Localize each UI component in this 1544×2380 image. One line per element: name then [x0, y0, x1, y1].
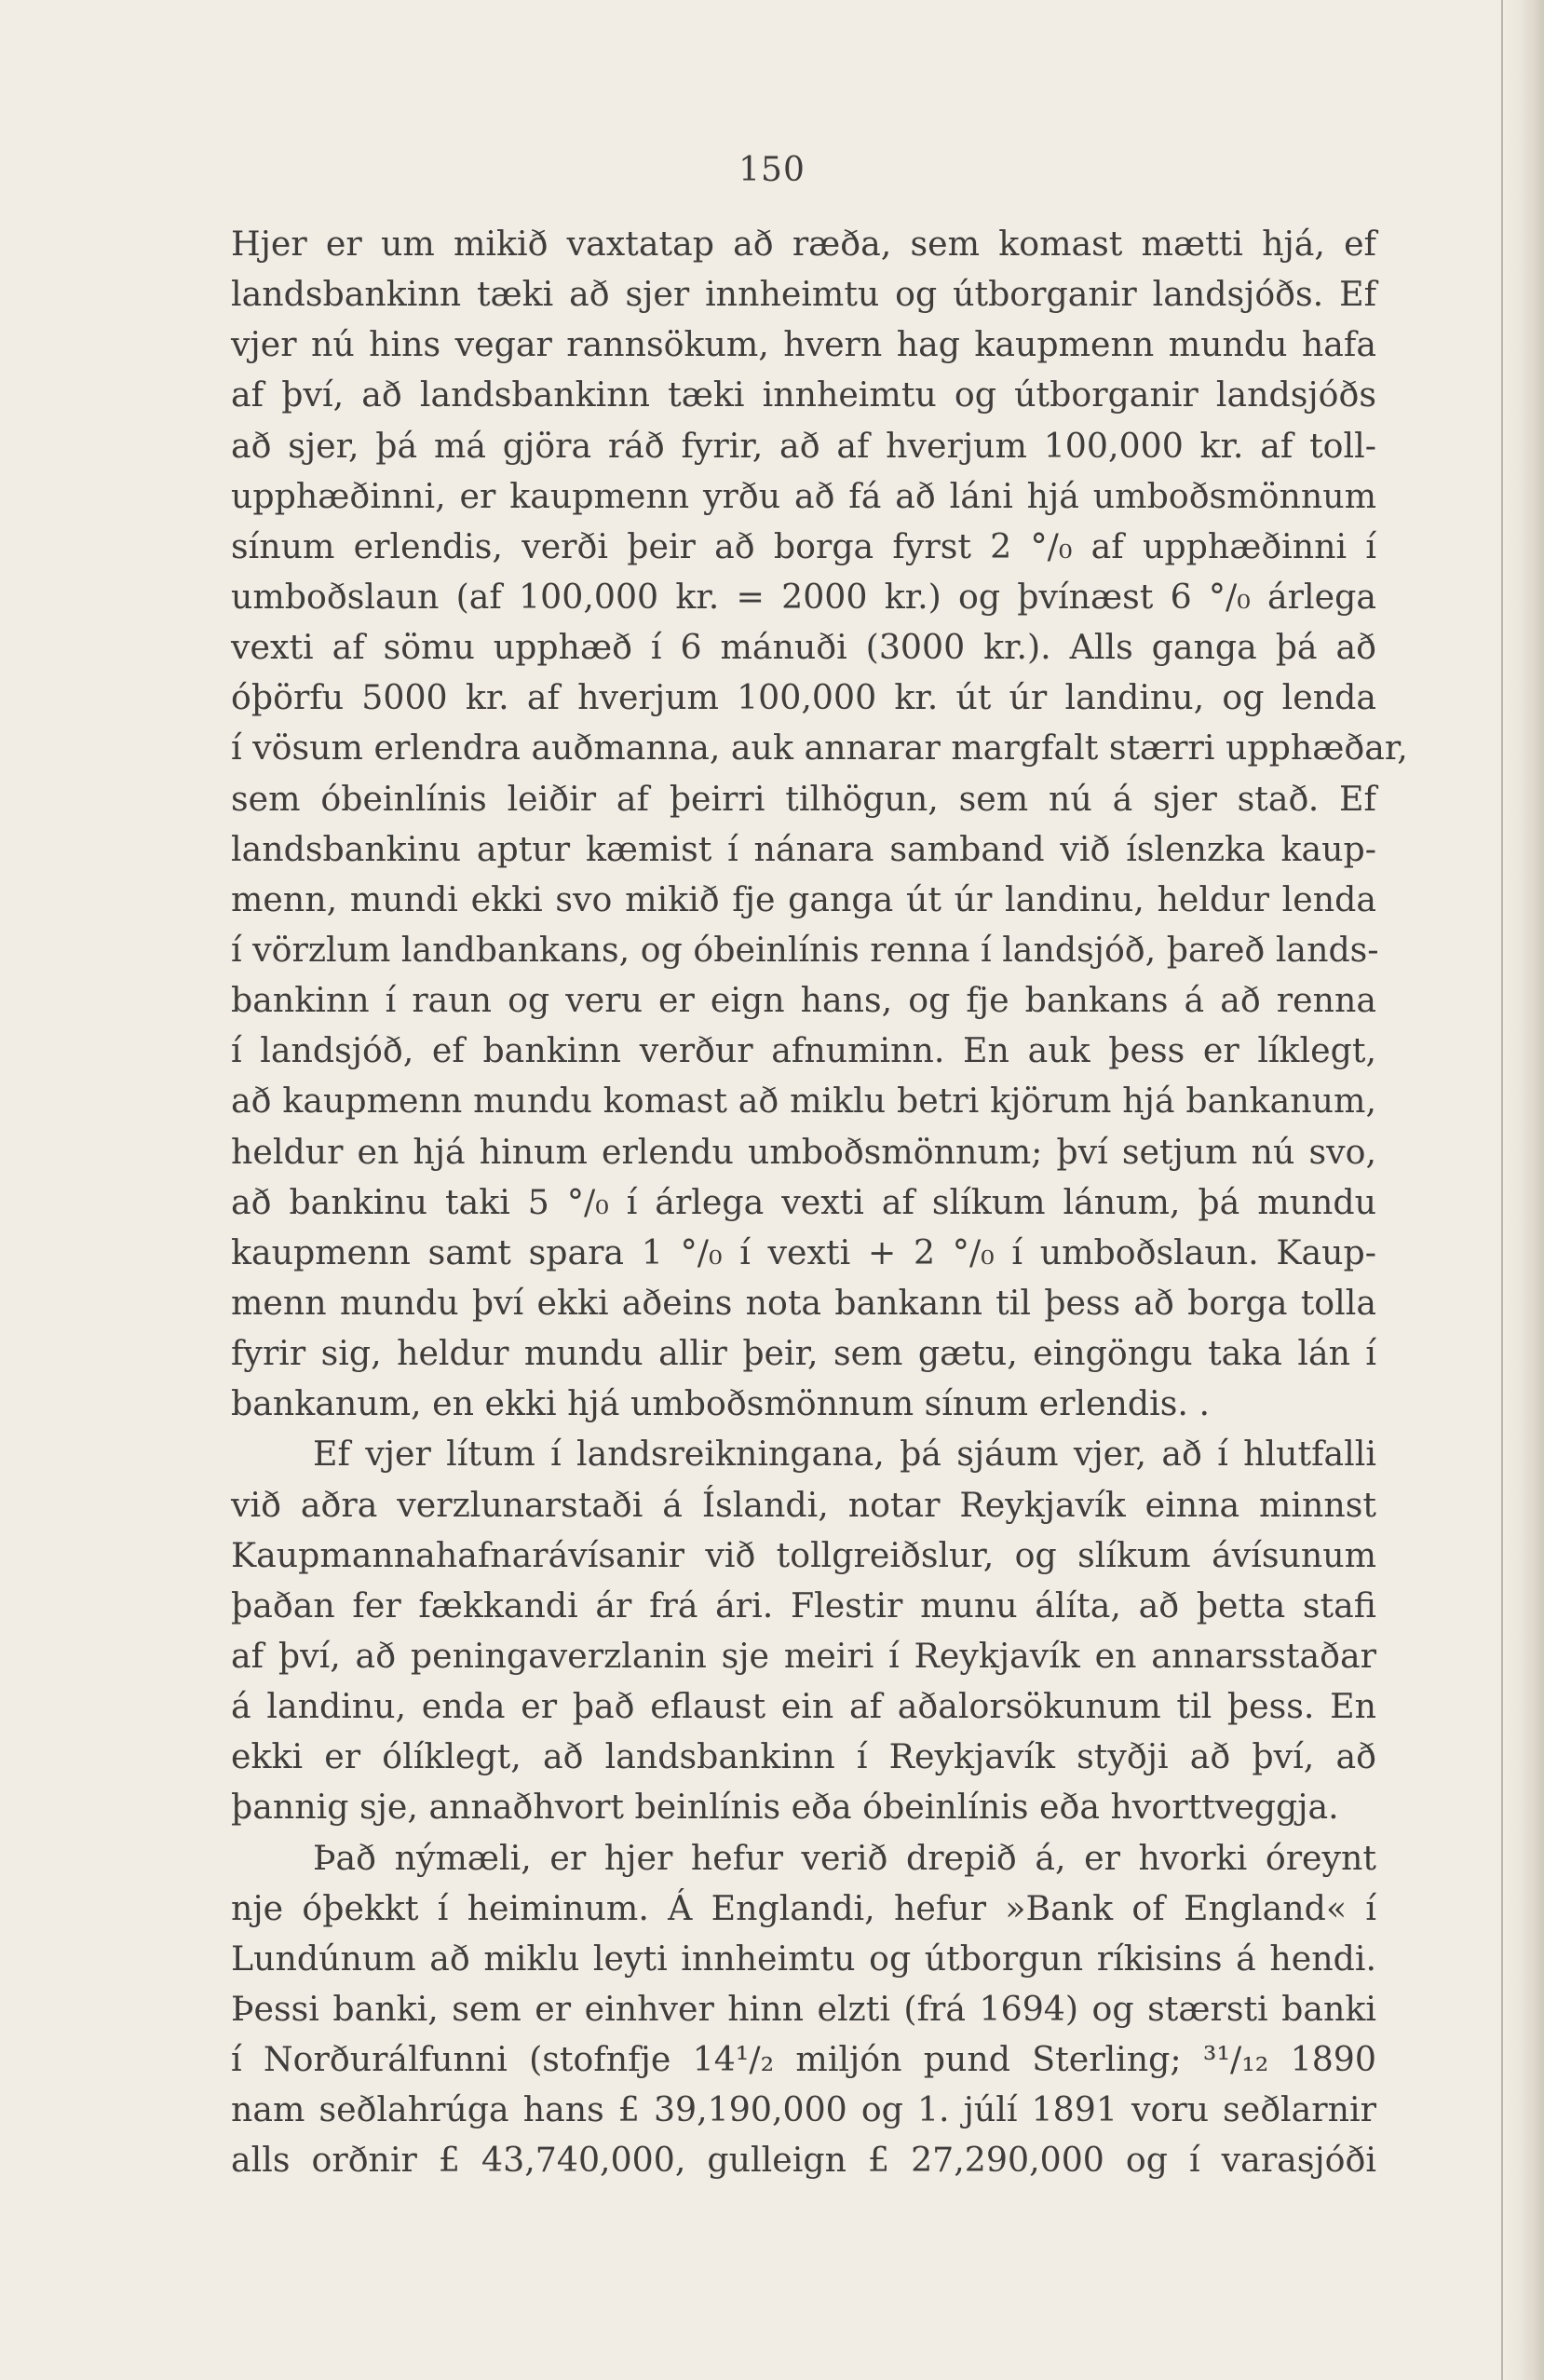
text-line: sínum erlendis, verði þeir að borga fyrst 2 °/₀ af upphæðinni í: [231, 525, 1376, 566]
text-line: fyrir sig, heldur mundu allir þeir, sem gætu, eingöngu taka lán í: [231, 1333, 1376, 1374]
text-line: óþörfu 5000 kr. af hverjum 100,000 kr. út úr landinu, og lenda: [231, 677, 1376, 718]
text-line: að kaupmenn mundu komast að miklu betri kjörum hjá bankanum,: [231, 1081, 1376, 1122]
text-line: Kaupmannahafnarávísanir við tollgreiðslur, og slíkum ávísunum: [231, 1534, 1376, 1575]
text-line: nam seðlahrúga hans £ 39,190,000 og 1. júlí 1891 voru seðlarnir: [231, 2089, 1376, 2130]
text-line: heldur en hjá hinum erlendu umboðsmönnum; því setjum nú svo,: [231, 1131, 1376, 1172]
page-edge-shadow: [1499, 0, 1544, 2380]
text-line: Lundúnum að miklu leyti innheimtu og útborgun ríkisins á hendi.: [231, 1938, 1376, 1979]
text-line: bankinn í raun og veru er eign hans, og fje bankans á að renna: [231, 980, 1376, 1021]
text-line: landsbankinn tæki að sjer innheimtu og útborganir landsjóðs. Ef: [231, 274, 1376, 315]
text-line: nje óþekkt í heiminum. Á Englandi, hefur »Bank of England« í: [231, 1887, 1376, 1928]
text-line: upphæðinni, er kaupmenn yrðu að fá að láni hjá umboðsmönnum: [231, 475, 1376, 516]
text-line: í vörzlum landbankans, og óbeinlínis renna í landsjóð, þareð lands-: [231, 929, 1379, 970]
text-line: vexti af sömu upphæð í 6 mánuði (3000 kr.). Alls ganga þá að: [231, 627, 1376, 668]
text-line: menn mundu því ekki aðeins nota bankann til þess að borga tolla: [231, 1282, 1376, 1323]
text-line: menn, mundi ekki svo mikið fje ganga út úr landinu, heldur lenda: [231, 878, 1376, 919]
text-line: í vösum erlendra auðmanna, auk annarar margfalt stærri upphæðar,: [231, 728, 1408, 768]
text-line: í Norðurálfunni (stofnfje 14¹/₂ miljón pund Sterling; ³¹/₁₂ 1890: [231, 2039, 1376, 2080]
text-line: landsbankinu aptur kæmist í nánara samband við íslenzka kaup-: [231, 828, 1376, 869]
text-line: umboðslaun (af 100,000 kr. = 2000 kr.) og þvínæst 6 °/₀ árlega: [231, 576, 1376, 617]
text-line: í landsjóð, ef bankinn verður afnuminn. En auk þess er líklegt,: [231, 1030, 1376, 1071]
text-line: alls orðnir £ 43,740,000, gulleign £ 27,290,000 og í varasjóði: [231, 2140, 1376, 2181]
text-line: á landinu, enda er það eflaust ein af aðalorsökunum til þess. En: [231, 1686, 1376, 1727]
text-line: Hjer er um mikið vaxtatap að ræða, sem komast mætti hjá, ef: [231, 224, 1376, 264]
body-text: [231, 219, 1408, 2185]
paragraph-start-line: Ef vjer lítum í landsreikningana, þá sjáum vjer, að í hlutfalli: [313, 1434, 1376, 1475]
text-line: vjer nú hins vegar rannsökum, hvern hag kaupmenn mundu hafa: [231, 324, 1376, 365]
text-line: að sjer, þá má gjöra ráð fyrir, að af hverjum 100,000 kr. af toll-: [231, 425, 1376, 466]
text-line: bankanum, en ekki hjá umboðsmönnum sínum erlendis. .: [231, 1383, 1210, 1424]
text-line: kaupmenn samt spara 1 °/₀ í vexti + 2 °/₀ í umboðslaun. Kaup-: [231, 1231, 1376, 1272]
text-line: Þessi banki, sem er einhver hinn elzti (frá 1694) og stærsti banki: [231, 1988, 1376, 2029]
paragraph-start-line: Það nýmæli, er hjer hefur verið drepið á, er hvorki óreynt: [313, 1837, 1376, 1878]
text-line: að bankinu taki 5 °/₀ í árlega vexti af slíkum lánum, þá mundu: [231, 1181, 1376, 1222]
text-line: sem óbeinlínis leiðir af þeirri tilhögun, sem nú á sjer stað. Ef: [231, 778, 1376, 819]
text-line: af því, að landsbankinn tæki innheimtu og útborganir landsjóðs: [231, 374, 1376, 415]
page-edge-line: [1501, 0, 1503, 2380]
page-number: 150: [738, 151, 806, 189]
text-line: ekki er ólíklegt, að landsbankinn í Reykjavík styðji að því, að: [231, 1736, 1376, 1777]
text-line: við aðra verzlunarstaði á Íslandi, notar Reykjavík einna minnst: [231, 1484, 1376, 1525]
text-line: af því, að peningaverzlanin sje meiri í Reykjavík en annarsstaðar: [231, 1635, 1376, 1676]
text-line: þaðan fer fækkandi ár frá ári. Flestir munu álíta, að þetta stafi: [231, 1584, 1376, 1625]
text-line: þannig sje, annaðhvort beinlínis eða óbeinlínis eða hvorttveggja.: [231, 1787, 1339, 1828]
